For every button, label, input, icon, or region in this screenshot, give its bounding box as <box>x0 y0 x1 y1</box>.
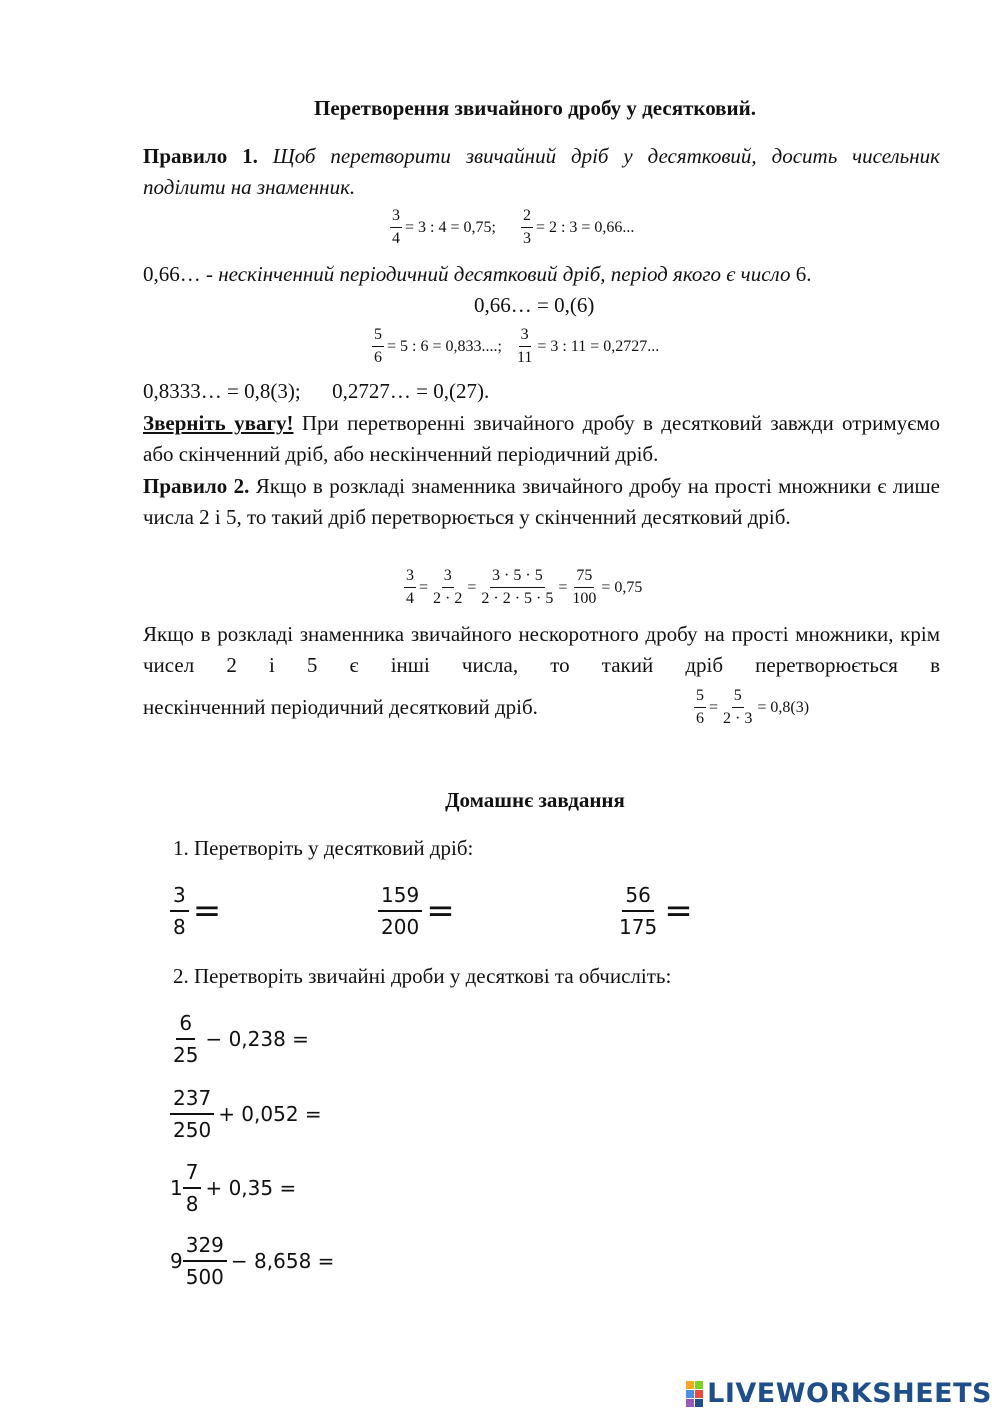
fraction: $\frac{3}{11}$ <box>516 326 533 366</box>
fraction: $\frac{3 \cdot 5 \cdot 5}{2 \cdot 2 \cdot 5 \cdot 5}$ <box>481 567 554 607</box>
expression: = 3 : 4 = 0,75; <box>405 218 496 236</box>
text: 0,66… - <box>143 262 219 286</box>
task-1-item <box>378 882 455 940</box>
expression: + 0,052 = <box>218 1102 322 1126</box>
fraction: $\frac{3}{4}$ <box>392 207 400 247</box>
example-1 <box>387 206 634 249</box>
fraction: $\frac{237}{250}$ <box>170 1085 214 1143</box>
page-title: Перетворення звичайного дробу у десятковий. <box>314 96 756 120</box>
equation-line: 0,66… = 0,(6) <box>474 293 595 317</box>
logo-text: LIVEWORKSHEETS <box>707 1378 992 1409</box>
homework-title: Домашнє завдання <box>445 788 625 812</box>
task-2-item <box>170 1159 296 1217</box>
task-2-heading: 2. Перетворіть звичайні дроби у десяткові та обчисліть: <box>173 964 672 988</box>
fraction: $\frac{5}{6}$ <box>374 326 382 366</box>
fraction: $\frac{3}{4}$ <box>406 567 414 607</box>
task-1-heading: 1. Перетворіть у десятковий дріб: <box>173 836 474 860</box>
equals: = <box>558 578 568 596</box>
equals: = <box>426 891 455 931</box>
attention-note <box>143 408 940 470</box>
task-2-item <box>170 1232 334 1290</box>
equals: = <box>192 891 222 931</box>
text-italic: нескінченний періодичний десятковий дріб, період якого є число <box>218 262 791 286</box>
periodic-definition <box>143 262 811 287</box>
example-3 <box>401 566 642 609</box>
whole-part: 9 <box>170 1249 183 1273</box>
result: = 0,8(3) <box>757 698 810 716</box>
task-2-item <box>170 1010 309 1068</box>
expression: − 0,238 = <box>205 1027 309 1051</box>
result: = 0,75 <box>601 578 643 596</box>
fraction: $\frac{56}{175}$ <box>619 883 658 939</box>
equation-line: 0,8333… = 0,8(3); 0,2727… = 0,(27). <box>143 379 490 403</box>
task-1-item <box>170 882 221 940</box>
fraction: $\frac{5}{2 \cdot 3}$ <box>723 687 753 727</box>
expression: + 0,35 = <box>205 1176 297 1200</box>
liveworksheets-logo <box>686 1378 992 1409</box>
rule-2-text: Якщо в розкладі знаменника звичайного дробу на прості множники є лише числа 2 і 5, то такий дріб перетворюється у скінченний десятковий дріб. <box>143 474 940 529</box>
fraction: $\frac{3}{8}$ <box>170 882 189 940</box>
rule-1-label: Правило 1. <box>143 144 258 168</box>
attention-label: Зверніть увагу! <box>143 411 294 435</box>
fraction: $\frac{75}{100}$ <box>572 567 597 607</box>
whole-part: 1 <box>170 1176 183 1200</box>
fraction: $\frac{3}{2 \cdot 2}$ <box>433 567 463 607</box>
rule-2 <box>143 471 940 533</box>
text: 6. <box>790 262 812 286</box>
equals: = <box>664 891 693 931</box>
task-1-item <box>616 882 693 940</box>
fraction: $\frac{159}{200}$ <box>378 882 422 940</box>
rule-2-label: Правило 2. <box>143 474 250 498</box>
attention-text: При перетворенні звичайного дробу в десятковий завжди отримуємо або скінченний дріб, або нескінченний періодичний дріб. <box>143 411 941 466</box>
rule-3-last-line: нескінченний періодичний десятковий дріб. <box>143 695 538 719</box>
rule-3: Якщо в розкладі знаменника звичайного нескоротного дробу на прості множники, крім чисел 2 і 5 є інші числа, то такий дріб перетворюється в <box>143 622 940 677</box>
rule-1 <box>143 141 940 203</box>
equals: = <box>467 578 477 596</box>
fraction: $\frac{7}{8}$ <box>183 1159 202 1217</box>
fraction: $\frac{329}{500}$ <box>183 1232 227 1290</box>
fraction: $\frac{5}{6}$ <box>696 687 704 727</box>
expression: − 8,658 = <box>230 1249 335 1273</box>
expression: = 3 : 11 = 0,2727... <box>537 337 660 355</box>
example-2 <box>369 325 659 368</box>
equals: = <box>709 698 719 716</box>
rule-1-text: Щоб перетворити звичайний дріб у десятковий, досить чисельник поділити на знаменник. <box>143 144 940 199</box>
fraction: $\frac{6}{25}$ <box>173 1011 199 1067</box>
expression: = 5 : 6 = 0,833....; <box>387 337 502 355</box>
example-4 <box>691 686 809 729</box>
expression: = 2 : 3 = 0,66... <box>535 218 635 236</box>
fraction: $\frac{2}{3}$ <box>522 207 531 247</box>
task-2-item <box>170 1085 322 1143</box>
logo-icon <box>686 1381 703 1407</box>
equals: = <box>419 578 429 596</box>
